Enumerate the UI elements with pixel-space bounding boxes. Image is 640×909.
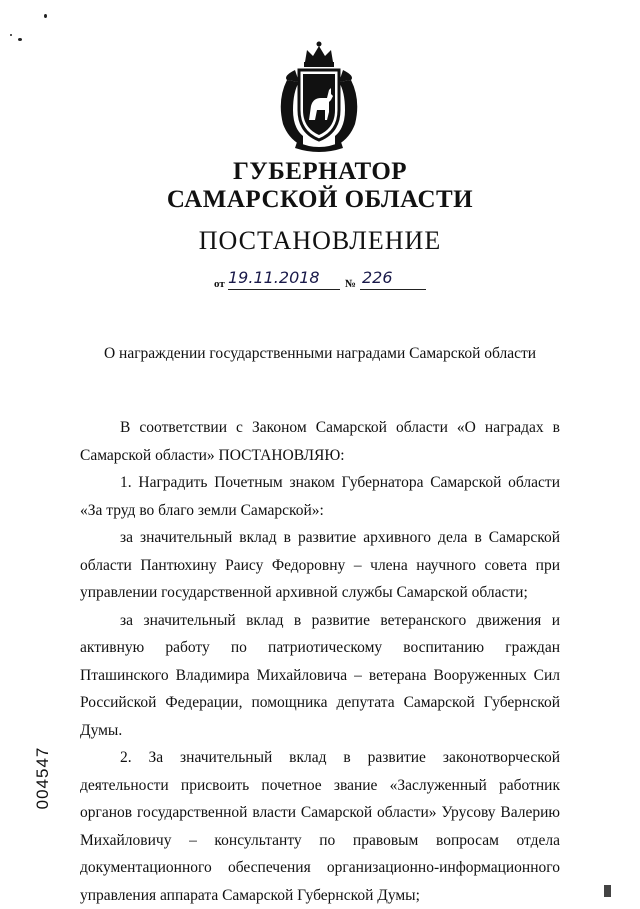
document-subject: О награждении государственными наградами Самарской области <box>103 345 537 362</box>
number-underline <box>360 289 426 290</box>
award-item-paragraph: за значительный вклад в развитие ветеранского движения и активную работу по патриотическому воспитанию граждан Пташинского Владимира Михайловича – ветерана Вооруженных Сил Российской Федерации, помощника депутата Самарской Губернской Думы. <box>80 611 560 739</box>
samara-coat-of-arms-icon <box>273 40 365 152</box>
preamble-paragraph: В соответствии с Законом Самарской области «О наградах в Самарской области» ПОСТАНОВЛЯЮ: <box>80 419 560 464</box>
date-underline <box>228 289 340 290</box>
document-body <box>80 414 560 909</box>
scan-speck <box>10 34 12 36</box>
issuer-region: САМАРСКОЙ ОБЛАСТИ <box>166 186 474 213</box>
date-label: от <box>214 278 225 290</box>
scan-marker <box>604 885 611 897</box>
clause-1-paragraph: 1. Наградить Почетным знаком Губернатора Самарской области «За труд во благо земли Самарской»: <box>80 474 560 519</box>
award-item-paragraph: за значительный вклад в развитие архивного дела в Самарской области Пантюхину Раису Федоровну – члена научного совета при управлении государственной архивной службы Самарской области; <box>80 529 560 601</box>
serial-number-text: 004547 <box>33 746 52 810</box>
issuer-title: ГУБЕРНАТОР <box>232 158 408 185</box>
document-number: 226 <box>362 268 393 287</box>
document-date: 19.11.2018 <box>228 268 320 287</box>
scan-speck <box>18 38 22 41</box>
clause-2-paragraph: 2. За значительный вклад в развитие законотворческой деятельности присвоить почетное звание «Заслуженный работник органов государственной власти Самарской области» Урусову Валерию Михайловичу – консультанту по правовым вопросам отдела документационного обеспечения организационно-информационного управления аппарата Самарской Губернской Думы; <box>80 749 560 904</box>
scan-speck <box>44 14 47 18</box>
date-number-line <box>210 268 440 292</box>
serial-number <box>30 738 56 818</box>
number-label: № <box>345 278 357 290</box>
document-type: ПОСТАНОВЛЕНИЕ <box>198 226 442 255</box>
